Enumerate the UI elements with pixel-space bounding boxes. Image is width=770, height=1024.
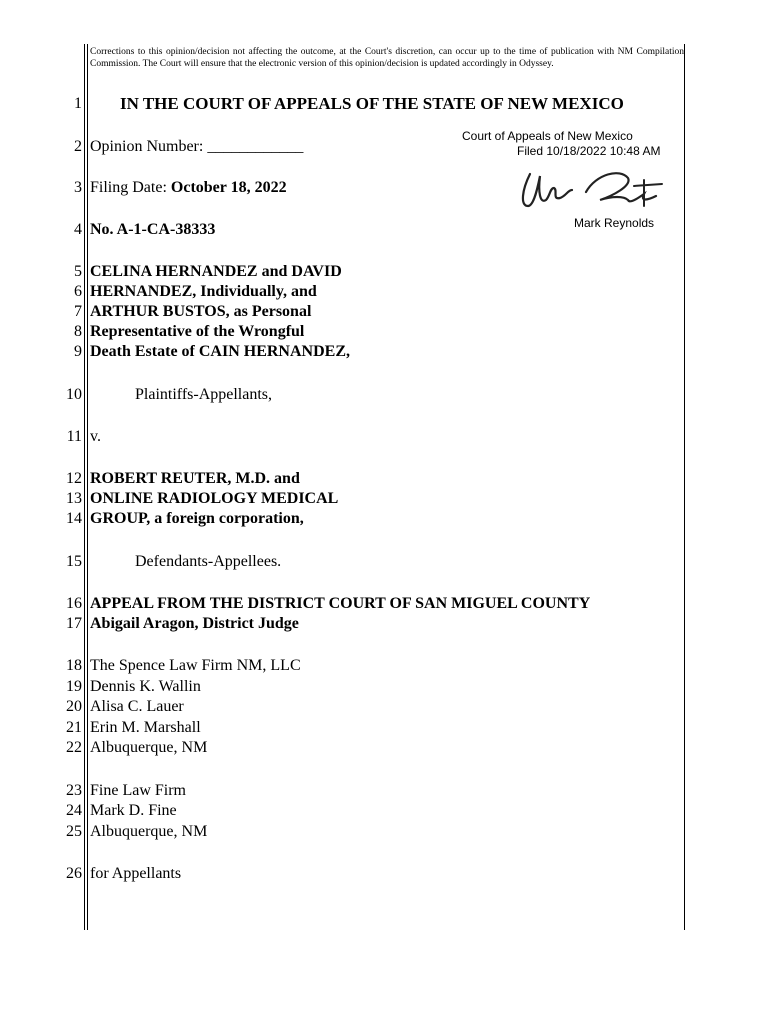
stamp-signer: Mark Reynolds <box>574 216 655 230</box>
signature-image <box>516 166 664 216</box>
opinion-number: Opinion Number: ____________ <box>90 138 304 155</box>
plaintiffs-caption-line: CELINA HERNANDEZ and DAVID <box>90 263 342 280</box>
filing-date-value: October 18, 2022 <box>170 179 287 196</box>
line-number: 4 <box>74 221 82 238</box>
plaintiffs-caption-line: Representative of the Wrongful <box>90 323 305 340</box>
district-judge: Abigail Aragon, District Judge <box>90 615 299 632</box>
counsel-line: Albuquerque, NM <box>90 823 208 840</box>
line-number: 20 <box>66 698 82 715</box>
line-number: 17 <box>66 615 82 632</box>
line-number: 21 <box>66 719 82 736</box>
plaintiffs-caption-line: ARTHUR BUSTOS, as Personal <box>90 303 312 320</box>
line-number: 23 <box>66 782 82 799</box>
line-number: 13 <box>66 490 82 507</box>
corrections-notice: Corrections to this opinion/decision not affecting the outcome, at the Court's discretion, can occur up to the time of publication with NM Compilation Commission. The Court will ensure that the electronic version of this opinion/decision is updated accordingly in Odyssey. <box>90 47 684 69</box>
line-number: 26 <box>66 865 82 882</box>
counsel-line: Fine Law Firm <box>90 782 186 799</box>
plaintiffs-role: Plaintiffs-Appellants, <box>135 386 273 403</box>
line-number: 22 <box>66 739 82 756</box>
counsel-line: The Spence Law Firm NM, LLC <box>90 657 301 674</box>
line-number: 12 <box>66 470 82 487</box>
left-margin-rule-outer <box>84 44 85 930</box>
filing-date-label: Filing Date: <box>90 179 171 196</box>
stamp-filed: Filed 10/18/2022 10:48 AM <box>517 144 661 158</box>
counsel-for: for Appellants <box>90 865 182 882</box>
defendants-role: Defendants-Appellees. <box>135 553 282 570</box>
line-number: 8 <box>74 323 82 340</box>
counsel-line: Dennis K. Wallin <box>90 678 201 695</box>
line-number: 11 <box>66 428 82 445</box>
plaintiffs-caption-line: Death Estate of CAIN HERNANDEZ, <box>90 343 350 360</box>
line-number: 24 <box>66 802 82 819</box>
case-number: No. A-1-CA-38333 <box>90 221 216 238</box>
left-margin-rule-inner <box>87 44 88 930</box>
line-number: 14 <box>66 510 82 527</box>
counsel-line: Alisa C. Lauer <box>90 698 184 715</box>
court-heading: IN THE COURT OF APPEALS OF THE STATE OF NEW MEXICO <box>120 94 624 113</box>
line-number: 2 <box>74 138 82 155</box>
line-number: 25 <box>66 823 82 840</box>
counsel-line: Mark D. Fine <box>90 802 177 819</box>
defendants-caption-line: ONLINE RADIOLOGY MEDICAL <box>90 490 339 507</box>
line-number: 7 <box>74 303 82 320</box>
counsel-line: Albuquerque, NM <box>90 739 208 756</box>
line-number: 16 <box>66 595 82 612</box>
defendants-caption-line: ROBERT REUTER, M.D. and <box>90 470 300 487</box>
line-number: 5 <box>74 263 82 280</box>
defendants-caption-line: GROUP, a foreign corporation, <box>90 510 304 527</box>
line-number: 19 <box>66 678 82 695</box>
filing-date <box>90 178 287 198</box>
counsel-line: Erin M. Marshall <box>90 719 201 736</box>
line-number: 10 <box>66 386 82 403</box>
line-number: 1 <box>74 95 82 112</box>
stamp-court: Court of Appeals of New Mexico <box>462 129 633 143</box>
line-number: 18 <box>66 657 82 674</box>
versus: v. <box>90 428 101 445</box>
line-number: 15 <box>66 553 82 570</box>
appeal-heading: APPEAL FROM THE DISTRICT COURT OF SAN MIGUEL COUNTY <box>90 595 591 612</box>
plaintiffs-caption-line: HERNANDEZ, Individually, and <box>90 283 317 300</box>
right-margin-rule <box>684 44 685 930</box>
line-number: 9 <box>74 343 82 360</box>
line-number: 3 <box>74 179 82 196</box>
line-number: 6 <box>74 283 82 300</box>
